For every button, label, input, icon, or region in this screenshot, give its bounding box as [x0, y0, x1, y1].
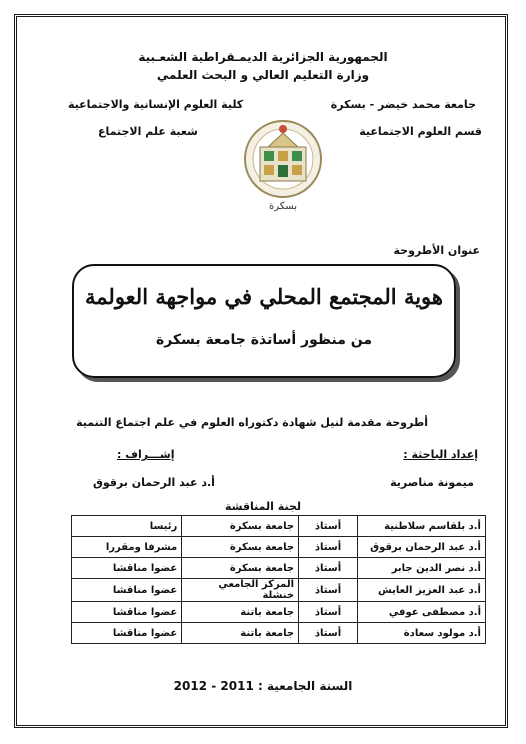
prepared-by-label: إعداد الباحثة : [403, 448, 478, 461]
branch-name: شعبة علم الاجتماع [98, 125, 198, 138]
member-rank: أستاذ [299, 537, 358, 558]
emblem-caption: بسكرة [269, 201, 297, 212]
member-name: أ.د بلقاسم سلاطنية [358, 516, 486, 537]
member-role: عضوا مناقشا [72, 579, 182, 602]
member-institution: جامعة بسكرة [182, 537, 299, 558]
member-rank: أستاذ [299, 579, 358, 602]
supervisor-name: أ.د عبد الرحمان برقوق [93, 476, 215, 489]
member-name: أ.د عبد العزيز العايش [358, 579, 486, 602]
member-rank: أستاذ [299, 623, 358, 644]
member-institution: المركز الجامعي خنشلة [182, 579, 299, 602]
member-name: أ.د مولود سعادة [358, 623, 486, 644]
table-row [72, 602, 486, 623]
thesis-title-label: عنوان الأطروحة [393, 244, 480, 257]
department-name: قسم العلوم الاجتماعية [359, 125, 482, 138]
member-institution: جامعة باتنة [182, 623, 299, 644]
thesis-title: هوية المجتمع المحلي في مواجهة العولمة [85, 284, 443, 309]
member-role: عضوا مناقشا [72, 602, 182, 623]
committee-table [71, 515, 486, 644]
committee-label: لجنة المناقشة [224, 500, 301, 513]
title-box [72, 264, 456, 378]
member-rank: أستاذ [299, 602, 358, 623]
member-institution: جامعة باتنة [182, 602, 299, 623]
member-name: أ.د نصر الدين جابر [358, 558, 486, 579]
republic-heading: الجمهورية الجزائرية الديمـقراطية الشعـبية [138, 50, 388, 64]
table-row [72, 558, 486, 579]
university-emblem-icon [238, 117, 328, 215]
member-name: أ.د مصطفى عوفي [358, 602, 486, 623]
student-name: ميمونة مناصرية [390, 476, 474, 489]
thesis-description: أطروحة مقدمة لنيل شهادة دكتوراه العلوم في علم اجتماع التنمية [76, 416, 428, 429]
member-institution: جامعة بسكرة [182, 558, 299, 579]
member-name: أ.د عبد الرحمان برقوق [358, 537, 486, 558]
university-name: جامعة محمد خيضر - بسكرة [330, 98, 476, 111]
table-row [72, 537, 486, 558]
ministry-heading: وزارة التعليم العالي و البحث العلمي [156, 68, 370, 82]
academic-year: السنة الجامعية : 2011 - 2012 [173, 679, 353, 693]
member-role: مشرفا ومقررا [72, 537, 182, 558]
member-role: عضوا مناقشا [72, 623, 182, 644]
faculty-name: كلية العلوم الإنسانية والاجتماعية [68, 98, 244, 111]
member-role: عضوا مناقشا [72, 558, 182, 579]
thesis-subtitle: من منظور أساتذة جامعة بسكرة [155, 332, 373, 348]
table-row [72, 623, 486, 644]
table-row [72, 516, 486, 537]
member-institution: جامعة بسكرة [182, 516, 299, 537]
table-row [72, 579, 486, 602]
member-rank: أستاذ [299, 558, 358, 579]
member-rank: أستاذ [299, 516, 358, 537]
supervision-label: إشـــراف : [117, 448, 175, 461]
member-role: رئيسا [72, 516, 182, 537]
